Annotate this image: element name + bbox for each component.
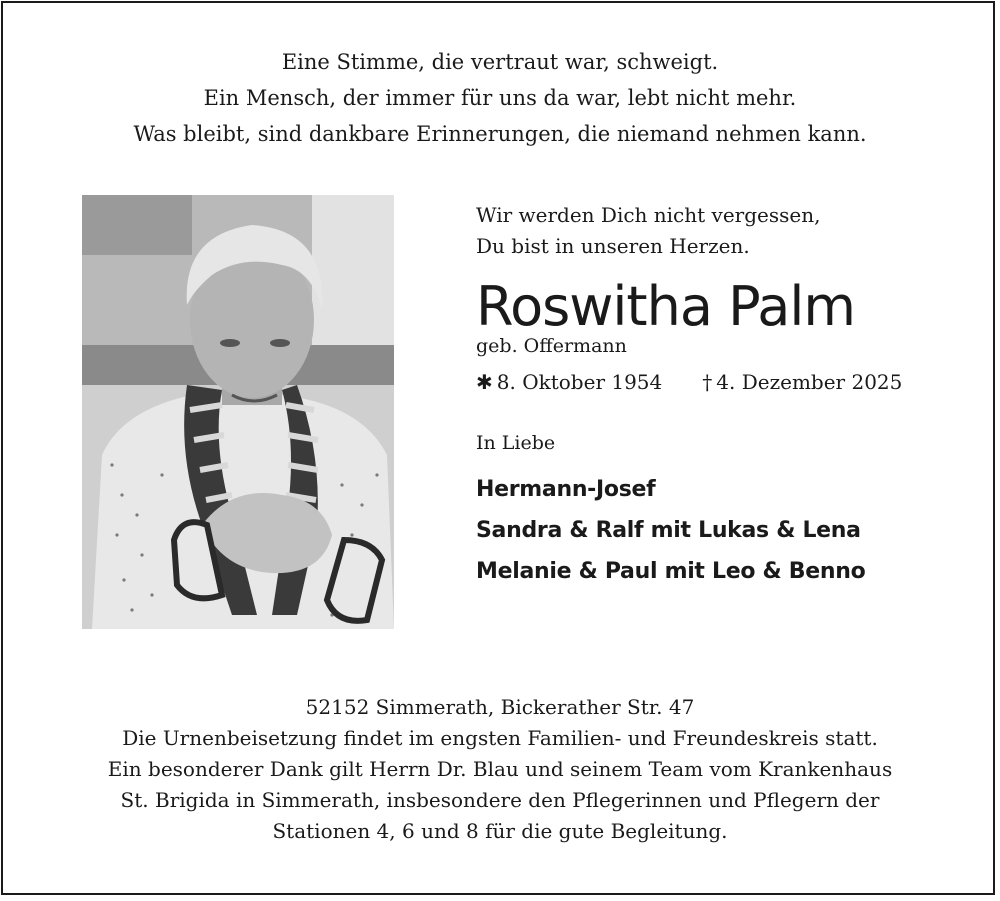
mourner-name: Hermann-Josef bbox=[476, 477, 656, 502]
closing-text bbox=[0, 692, 1000, 847]
intro-verse bbox=[0, 44, 1000, 152]
tribute-line: Du bist in unseren Herzen. bbox=[476, 234, 750, 258]
closing-line: Ein besonderer Dank gilt Herrn Dr. Blau und seinem Team vom Krankenhaus bbox=[107, 757, 893, 781]
intro-line: Was bleibt, sind dankbare Erinnerungen, die niemand nehmen kann. bbox=[133, 122, 867, 146]
closing-line: Die Urnenbeisetzung findet im engsten Familien- und Freundeskreis statt. bbox=[122, 726, 878, 750]
tribute-line: Wir werden Dich nicht vergessen, bbox=[476, 203, 821, 227]
birth-date: 8. Oktober 1954 bbox=[496, 370, 663, 394]
mourners-list bbox=[476, 469, 976, 592]
closing-line: Stationen 4, 6 und 8 für die gute Begleitung. bbox=[272, 819, 728, 843]
mourners-intro: In Liebe bbox=[476, 432, 556, 454]
obituary-main bbox=[476, 200, 976, 592]
maiden-name: geb. Offermann bbox=[476, 335, 627, 357]
family-address: 52152 Simmerath, Bickerather Str. 47 bbox=[305, 695, 695, 719]
birth-symbol-icon: ✱ bbox=[476, 370, 493, 394]
death-cross-icon: † bbox=[702, 370, 713, 394]
mourner-name: Sandra & Ralf mit Lukas & Lena bbox=[476, 518, 861, 543]
tribute-verse bbox=[476, 200, 976, 262]
intro-line: Ein Mensch, der immer für uns da war, lebt nicht mehr. bbox=[203, 86, 797, 110]
life-dates bbox=[476, 369, 976, 395]
intro-line: Eine Stimme, die vertraut war, schweigt. bbox=[281, 50, 719, 74]
portrait-photo bbox=[82, 195, 394, 629]
death-date: 4. Dezember 2025 bbox=[716, 370, 903, 394]
closing-line: St. Brigida in Simmerath, insbesondere den Pflegerinnen und Pflegern der bbox=[120, 788, 880, 812]
mourner-name: Melanie & Paul mit Leo & Benno bbox=[476, 559, 866, 584]
deceased-name: Roswitha Palm bbox=[476, 275, 855, 338]
